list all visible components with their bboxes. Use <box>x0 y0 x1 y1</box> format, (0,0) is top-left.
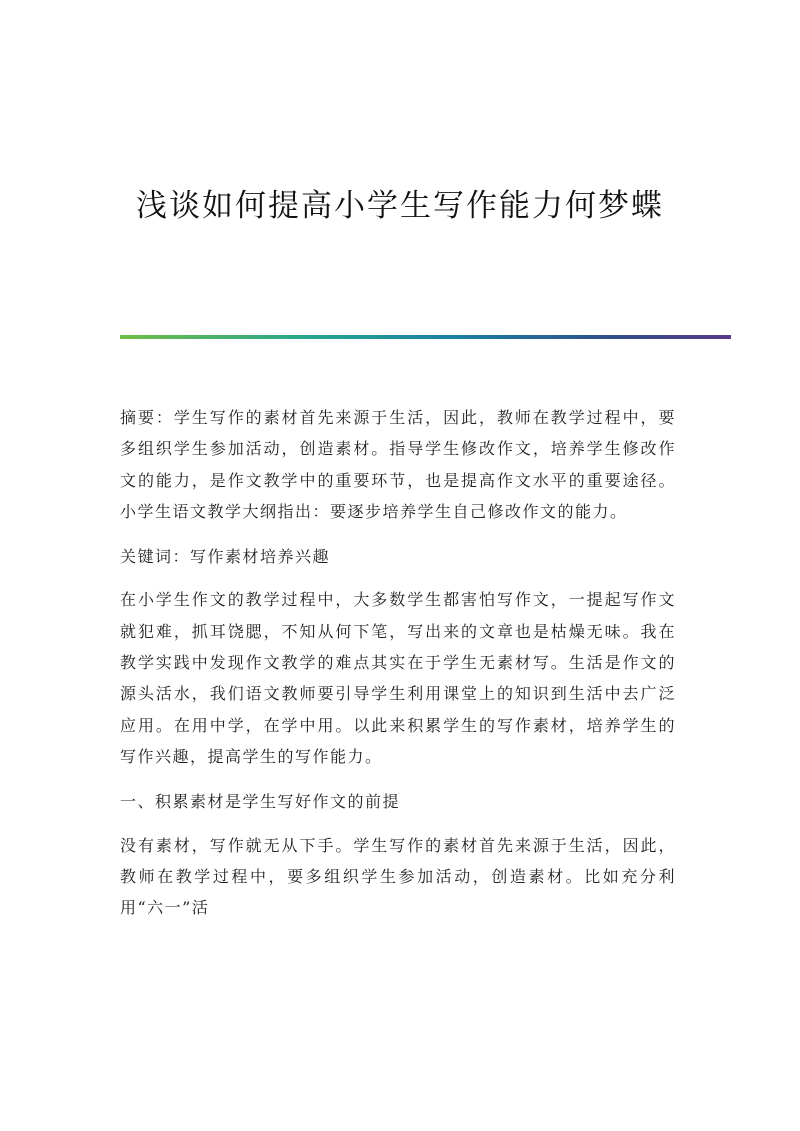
title-divider <box>120 335 731 339</box>
document-title: 浅谈如何提高小学生写作能力何梦蝶 <box>136 188 664 224</box>
keywords-line: 关键词：写作素材培养兴趣 <box>120 547 331 567</box>
document-body <box>120 402 676 937</box>
abstract-paragraph: 摘要：学生写作的素材首先来源于生活，因此，教师在教学过程中，要多组织学生参加活动，创造素材。指导学生修改作文，培养学生修改作文的能力，是作文教学中的重要环节，也是提高作文水平的重要途径。小学生语文教学大纲指出：要逐步培养学生自己修改作文的能力。 <box>120 408 676 521</box>
intro-paragraph: 在小学生作文的教学过程中，大多数学生都害怕写作文，一提起写作文就犯难，抓耳饶腮，不知从何下笔，写出来的文章也是枯燥无味。我在教学实践中发现作文教学的难点其实在于学生无素材写。生活是作文的源头活水，我们语文教师要引导学生利用课堂上的知识到生活中去广泛应用。在用中学，在学中用。以此来积累学生的写作素材，培养学生的写作兴趣，提高学生的写作能力。 <box>120 590 676 766</box>
section-paragraph: 没有素材，写作就无从下手。学生写作的素材首先来源于生活，因此，教师在教学过程中，要多组织学生参加活动，创造素材。比如充分利用“六一”活 <box>120 835 676 918</box>
section-heading: 一、积累素材是学生写好作文的前提 <box>120 792 401 812</box>
